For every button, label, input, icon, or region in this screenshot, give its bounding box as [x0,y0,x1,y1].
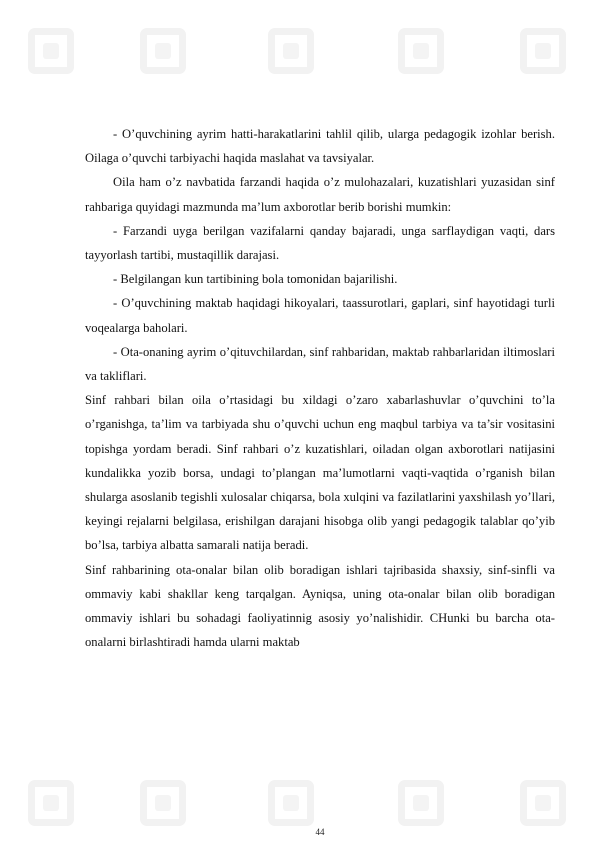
paragraph: Sinf rahbari bilan oila o’rtasidagi bu xildagi o’zaro xabarlashuvlar o’quvchini to’la o’rganishga, ta’lim va tarbiyada shu o’quvchi uchun eng maqbul tarbiya va ta’sir vositasini topishga yordam beradi. Sinf rahbari o’z kuzatishlari, oiladan olgan axborotlari natijasini kundalikka yozib borsa, undagi to’plangan ma’lumotlarni vaqti-vaqtida o’rganish bilan shularga asoslanib tegishli xulosalar chiqarsa, bola xulqini va fazilatlarini yaxshilash yo’llari, keyingi rejalarni belgilasa, erishilgan darajani hisobga olib yangi pedagogik talablar qo’yib bo’lsa, tarbiya albatta samarali natija beradi. [85,393,555,553]
paragraph: Sinf rahbarining ota-onalar bilan olib boradigan ishlari tajribasida shaxsiy, sinf-sinfli va ommaviy kabi shakllar keng tarqalgan. Ayniqsa, uning ota-onalar bilan olib boradigan ommaviy ishlari bu sohadagi faoliyatinnig asosiy yo’nalishidir. CHunki bu barcha ota-onalarni birlashtiradi hamda ularni maktab [85,562,555,650]
watermark-mark [520,28,566,74]
paragraph: - Farzandi uyga berilgan vazifalarni qanday bajaradi, unga sarflaydigan vaqti, dars tayyorlash tartibi, mustaqillik darajasi. [85,223,555,263]
watermark-mark [398,28,444,74]
paragraph: - Belgilangan kun tartibining bola tomonidan bajarilishi. [113,272,398,287]
page-number: 44 [315,827,325,837]
watermark-mark [28,28,74,74]
watermark-mark [140,780,186,826]
paragraph: - O’quvchining maktab haqidagi hikoyalari, taassurotlari, gaplari, sinf hayotidagi turli voqealarga baholari. [85,296,555,335]
watermark-mark [520,780,566,826]
watermark-mark [268,780,314,826]
paragraph: - O’quvchining ayrim hatti-harakatlarini tahlil qilib, ularga pedagogik izohlar berish. Oilaga o’quvchi tarbiyachi haqida maslahat va tavsiyalar. [85,127,555,166]
paragraph: - Ota-onaning ayrim o’qituvchilardan, sinf rahbaridan, maktab rahbarlaridan iltimoslari va takliflari. [85,344,555,384]
watermark-mark [268,28,314,74]
watermark-mark [140,28,186,74]
watermark-mark [398,780,444,826]
paragraph: Oila ham o’z navbatida farzandi haqida o’z mulohazalari, kuzatishlari yuzasidan sinf rahbariga quyidagi mazmunda ma’lum axborotlar berib borishi mumkin: [85,175,555,214]
document-body [85,122,555,654]
watermark-mark [28,780,74,826]
